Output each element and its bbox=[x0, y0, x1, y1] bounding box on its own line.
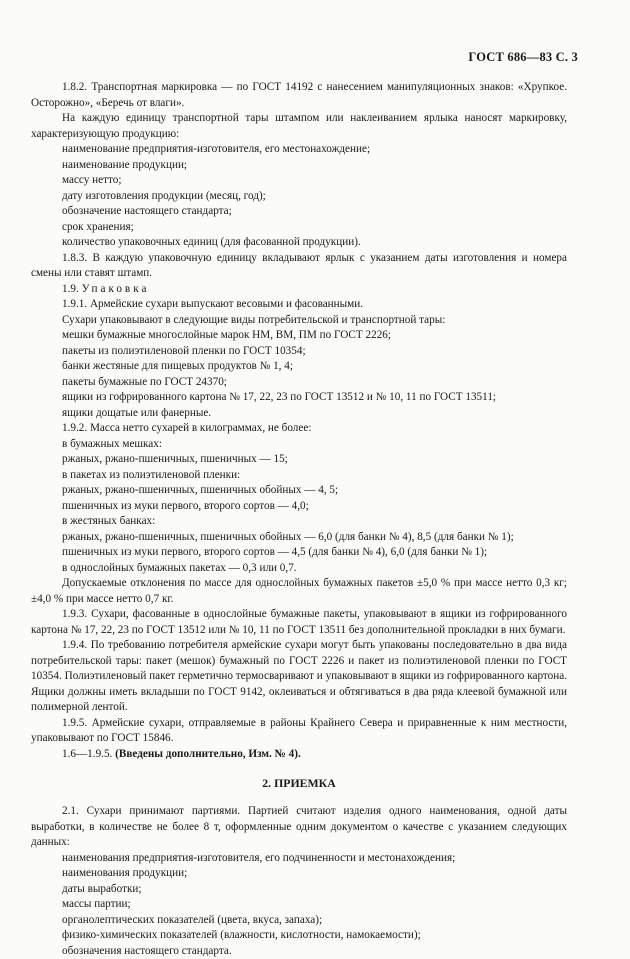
list-item: ржаных, ржано-пшеничных, пшеничных — 15; bbox=[31, 452, 567, 468]
paragraph-1-9-4: 1.9.4. По требованию потребителя армейские сухари могут быть упакованы последовательно в два вида потребительской тары: пакет (мешок) бумажный по ГОСТ 2226 и пакет из полиэтиленовой пленки по ГОСТ 10354. Полиэтиленовый пакет герметично термосваривают и упаковывают в ящики из гофрированного картона. Ящики должны иметь вкладыши по ГОСТ 9142, оклеиваться и обтягиваться в два ряда клеевой бумажной или полимерной лентой. bbox=[31, 638, 567, 716]
document-body bbox=[31, 80, 567, 959]
paragraph-1-8-2-marking: На каждую единицу транспортной тары штампом или наклеиванием ярлыка наносят маркировку, характеризующую продукцию: bbox=[31, 111, 567, 142]
paragraph-1-9-5: 1.9.5. Армейские сухари, отправляемые в районы Крайнего Севера и приравненные к ним местности, упаковывают по ГОСТ 15846. bbox=[31, 716, 567, 747]
list-item: пшеничных из муки первого, второго сортов — 4,5 (для банки № 4), 6,0 (для банки № 1); bbox=[31, 545, 567, 561]
paragraph-1-9-1: 1.9.1. Армейские сухари выпускают весовыми и фасованными. bbox=[31, 297, 567, 313]
list-item: мешки бумажные многослойные марок НМ, ВМ, ПМ по ГОСТ 2226; bbox=[31, 328, 567, 344]
paragraph-1-9-2: 1.9.2. Масса нетто сухарей в килограммах, не более: bbox=[31, 421, 567, 437]
paragraph-1-9-3: 1.9.3. Сухари, фасованные в однослойные бумажные пакеты, упаковывают в ящики из гофрированного картона № 17, 22, 23 по ГОСТ 13512 или № 10, 11 по ГОСТ 13511 без дополнительной прокладки в них бумаги. bbox=[31, 607, 567, 638]
list-item: ящики дощатые или фанерные. bbox=[31, 406, 567, 422]
list-item: в пакетах из полиэтиленовой пленки: bbox=[31, 468, 567, 484]
paragraph-1-9-2-tolerance: Допускаемые отклонения по массе для однослойных бумажных пакетов ±5,0 % при массе нетто 0,3 кг; ±4,0 % при массе нетто 0,7 кг. bbox=[31, 576, 567, 607]
list-item: пакеты бумажные по ГОСТ 24370; bbox=[31, 375, 567, 391]
list-item: ржаных, ржано-пшеничных, пшеничных обойных — 6,0 (для банки № 4), 8,5 (для банки № 1); bbox=[31, 530, 567, 546]
list-item: ящики из гофрированного картона № 17, 22, 23 по ГОСТ 13512 и № 10, 11 по ГОСТ 13511; bbox=[31, 390, 567, 406]
list-item: наименования предприятия-изготовителя, его подчиненности и местонахождения; bbox=[31, 851, 567, 867]
list-item: массу нетто; bbox=[31, 173, 567, 189]
list-item: физико-химических показателей (влажности, кислотности, намокаемости); bbox=[31, 928, 567, 944]
list-item: дату изготовления продукции (месяц, год); bbox=[31, 189, 567, 205]
list-item: пакеты из полиэтиленовой пленки по ГОСТ 10354; bbox=[31, 344, 567, 360]
list-item: ржаных, ржано-пшеничных, пшеничных обойных — 4, 5; bbox=[31, 483, 567, 499]
list-item: даты выработки; bbox=[31, 882, 567, 898]
note-range: 1.6—1.9.5. bbox=[62, 748, 112, 760]
list-item: в бумажных мешках: bbox=[31, 437, 567, 453]
list-item: обозначение настоящего стандарта; bbox=[31, 204, 567, 220]
list-item: в жестяных банках: bbox=[31, 514, 567, 530]
list-item: в однослойных бумажных пакетах — 0,3 или 0,7. bbox=[31, 561, 567, 577]
subsection-heading-1-9 bbox=[31, 282, 567, 298]
list-item: обозначения настоящего стандарта. bbox=[31, 944, 567, 959]
list-item: массы партии; bbox=[31, 897, 567, 913]
paragraph-2-1: 2.1. Сухари принимают партиями. Партией считают изделия одного наименования, одной даты выработки, в количестве не более 8 т, оформленные одним документом о качестве с указанием следующих данных: bbox=[31, 804, 567, 851]
list-item: органолептических показателей (цвета, вкуса, запаха); bbox=[31, 913, 567, 929]
heading-number: 1.9. bbox=[62, 283, 79, 295]
paragraph-1-9-1-packaging: Сухари упаковывают в следующие виды потребительской и транспортной тары: bbox=[31, 313, 567, 329]
list-item: наименования продукции; bbox=[31, 866, 567, 882]
page-header: ГОСТ 686—83 С. 3 bbox=[468, 50, 578, 65]
paragraph-1-8-3: 1.8.3. В каждую упаковочную единицу вкладывают ярлык с указанием даты изготовления и номера смены или ставят штамп. bbox=[31, 251, 567, 282]
heading-title: Упаковка bbox=[82, 283, 150, 295]
section-title-acceptance: 2. ПРИЕМКА bbox=[31, 776, 567, 792]
list-item: количество упаковочных единиц (для фасованной продукции). bbox=[31, 235, 567, 251]
list-item: срок хранения; bbox=[31, 220, 567, 236]
list-item: наименование предприятия-изготовителя, его местонахождение; bbox=[31, 142, 567, 158]
list-item: банки жестяные для пищевых продуктов № 1, 4; bbox=[31, 359, 567, 375]
list-item: пшеничных из муки первого, второго сортов — 4,0; bbox=[31, 499, 567, 515]
paragraph-1-8-2: 1.8.2. Транспортная маркировка — по ГОСТ 14192 с нанесением манипуляционных знаков: «Хрупкое. Осторожно», «Беречь от влаги». bbox=[31, 80, 567, 111]
list-item: наименование продукции; bbox=[31, 158, 567, 174]
amendment-note bbox=[31, 747, 567, 763]
note-text: (Введены дополнительно, Изм. № 4). bbox=[115, 748, 301, 760]
